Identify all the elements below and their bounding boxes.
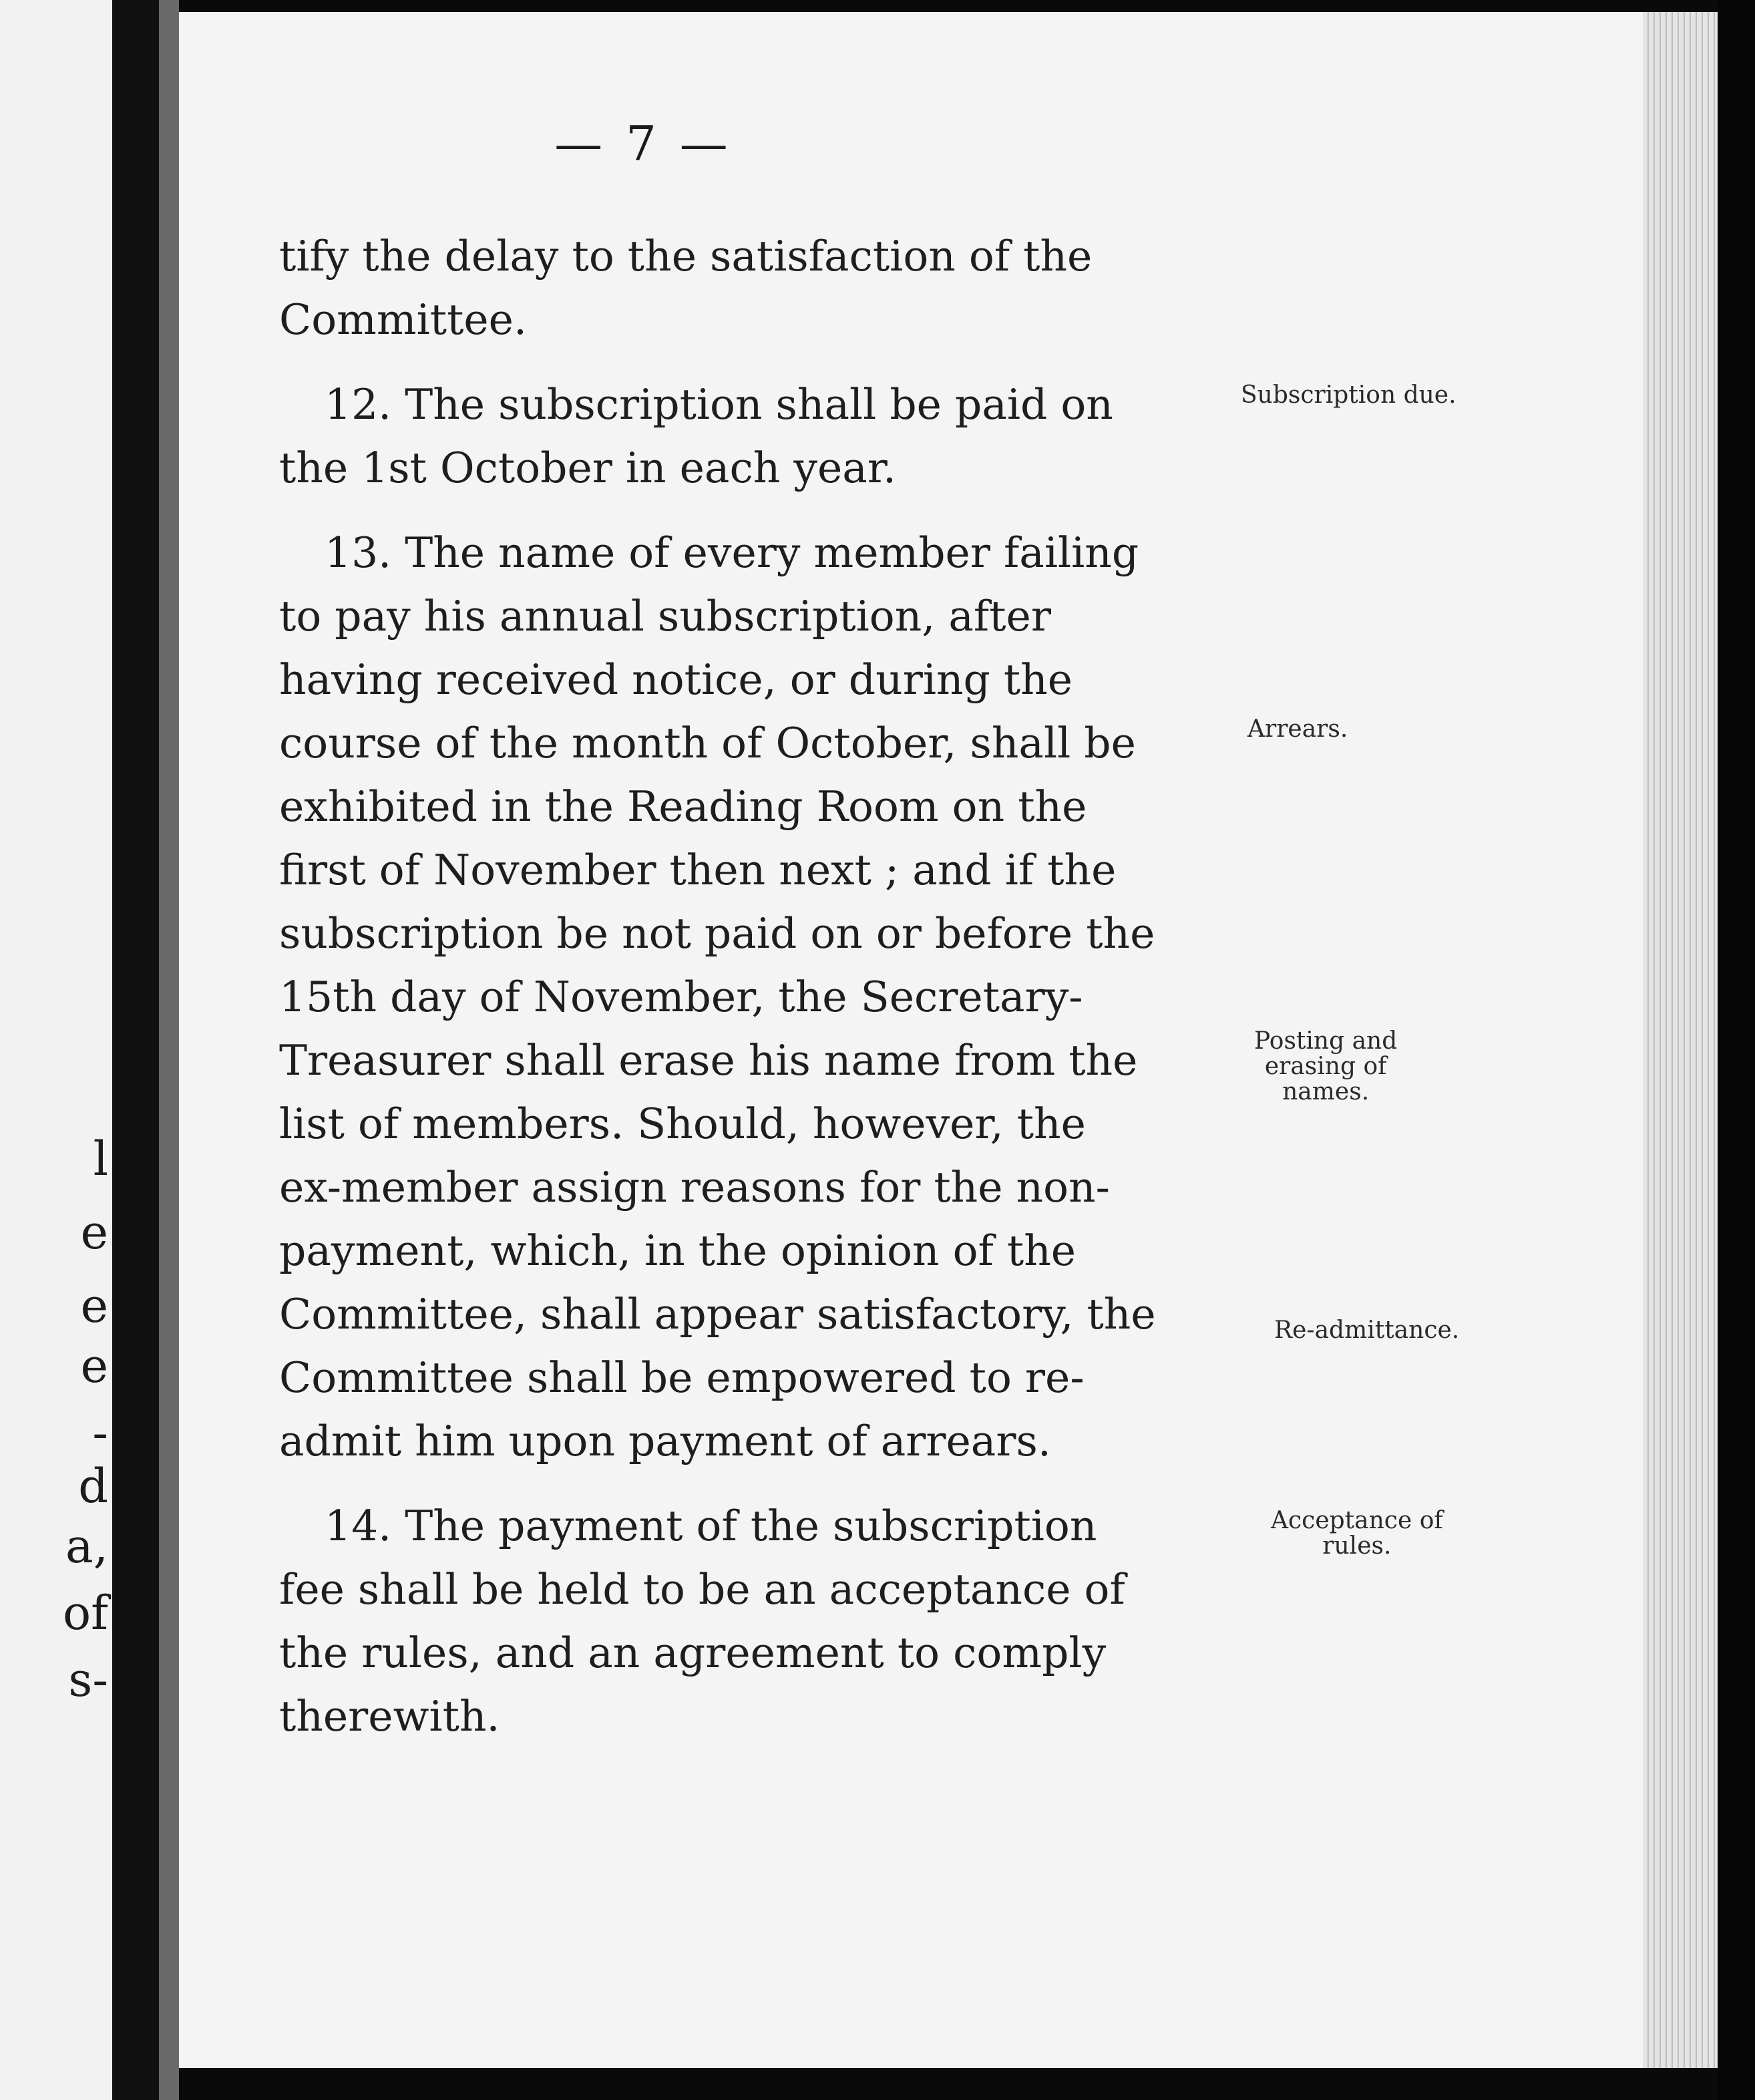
text-line xyxy=(279,1558,1268,1621)
line-text: Committee shall be empowered to re- xyxy=(279,1353,1085,1402)
marginal-note-readmittance: Re-admittance. xyxy=(1274,1317,1460,1344)
text-line xyxy=(279,373,1268,436)
line-text: 14. The payment of the subscription xyxy=(325,1502,1097,1550)
text-line xyxy=(279,648,1268,711)
text-line xyxy=(279,1346,1268,1409)
text-line xyxy=(279,521,1268,584)
paragraph-13 xyxy=(279,521,1268,1473)
text-line xyxy=(279,1219,1268,1282)
previous-page-fragment: e xyxy=(80,1205,108,1260)
line-text: 13. The name of every member failing xyxy=(325,528,1139,577)
text-line xyxy=(279,1282,1268,1346)
text-line xyxy=(279,1409,1268,1473)
line-text: subscription be not paid on or before the xyxy=(279,909,1155,958)
previous-page-fragment: - xyxy=(92,1405,108,1460)
line-text: 15th day of November, the Secretary- xyxy=(279,973,1083,1021)
marginal-note-posting-erasing: Posting and erasing of names. xyxy=(1254,1027,1398,1105)
text-line xyxy=(279,1156,1268,1219)
text-line xyxy=(279,1029,1268,1092)
text-line xyxy=(279,436,1268,500)
text-line xyxy=(279,902,1268,965)
previous-page-fragment: of xyxy=(62,1586,108,1640)
text-line xyxy=(279,1494,1268,1558)
line-text: therewith. xyxy=(279,1692,500,1741)
line-text: fee shall be held to be an acceptance of xyxy=(279,1565,1125,1614)
line-text: exhibited in the Reading Room on the xyxy=(279,782,1087,831)
previous-page-fragment: e xyxy=(80,1278,108,1333)
marginal-note-acceptance: Acceptance of rules. xyxy=(1271,1507,1443,1560)
text-line xyxy=(279,1621,1268,1685)
text-line xyxy=(279,965,1268,1029)
text-line xyxy=(279,288,1268,351)
page-body xyxy=(279,224,1268,1748)
previous-page-edge xyxy=(0,0,112,2100)
paragraph-12 xyxy=(279,373,1268,500)
text-line xyxy=(279,711,1268,775)
page-number: — 7 — xyxy=(554,116,732,172)
line-text: first of November then next ; and if the xyxy=(279,846,1117,894)
line-text: 12. The subscription shall be paid on xyxy=(325,380,1113,429)
line-text: tify the delay to the satisfaction of the xyxy=(279,232,1093,281)
line-text: Committee, shall appear satisfactory, the xyxy=(279,1290,1156,1339)
line-text: course of the month of October, shall be xyxy=(279,719,1136,767)
text-line xyxy=(279,1092,1268,1156)
paragraph-14 xyxy=(279,1494,1268,1748)
text-line xyxy=(279,775,1268,838)
line-text: the rules, and an agreement to comply xyxy=(279,1628,1107,1677)
marginal-note-arrears: Arrears. xyxy=(1247,715,1348,743)
book-page xyxy=(179,12,1643,2068)
text-line xyxy=(279,224,1268,288)
paragraph-11-continuation xyxy=(279,224,1268,351)
line-text: the 1st October in each year. xyxy=(279,444,897,492)
book-gutter-shadow xyxy=(112,0,159,2100)
page-edge-stack xyxy=(1643,12,1718,2068)
line-text: Committee. xyxy=(279,295,527,344)
previous-page-fragment: s- xyxy=(68,1652,108,1707)
previous-page-fragment: a, xyxy=(65,1519,108,1574)
previous-page-fragment: e xyxy=(80,1339,108,1393)
previous-page-fragment: l xyxy=(93,1131,108,1186)
line-text: ex-member assign reasons for the non- xyxy=(279,1163,1110,1212)
line-text: having received notice, or during the xyxy=(279,655,1073,704)
line-text: admit him upon payment of arrears. xyxy=(279,1417,1051,1465)
line-text: payment, which, in the opinion of the xyxy=(279,1226,1077,1275)
text-line xyxy=(279,584,1268,648)
marginal-note-subscription-due: Subscription due. xyxy=(1241,381,1456,409)
book-gutter-fold xyxy=(159,0,179,2100)
previous-page-fragment: d xyxy=(78,1459,108,1514)
line-text: to pay his annual subscription, after xyxy=(279,592,1051,641)
text-line xyxy=(279,1685,1268,1748)
scan-border xyxy=(1718,0,1755,2100)
line-text: Treasurer shall erase his name from the xyxy=(279,1036,1138,1085)
text-line xyxy=(279,838,1268,902)
line-text: list of members. Should, however, the xyxy=(279,1099,1086,1148)
